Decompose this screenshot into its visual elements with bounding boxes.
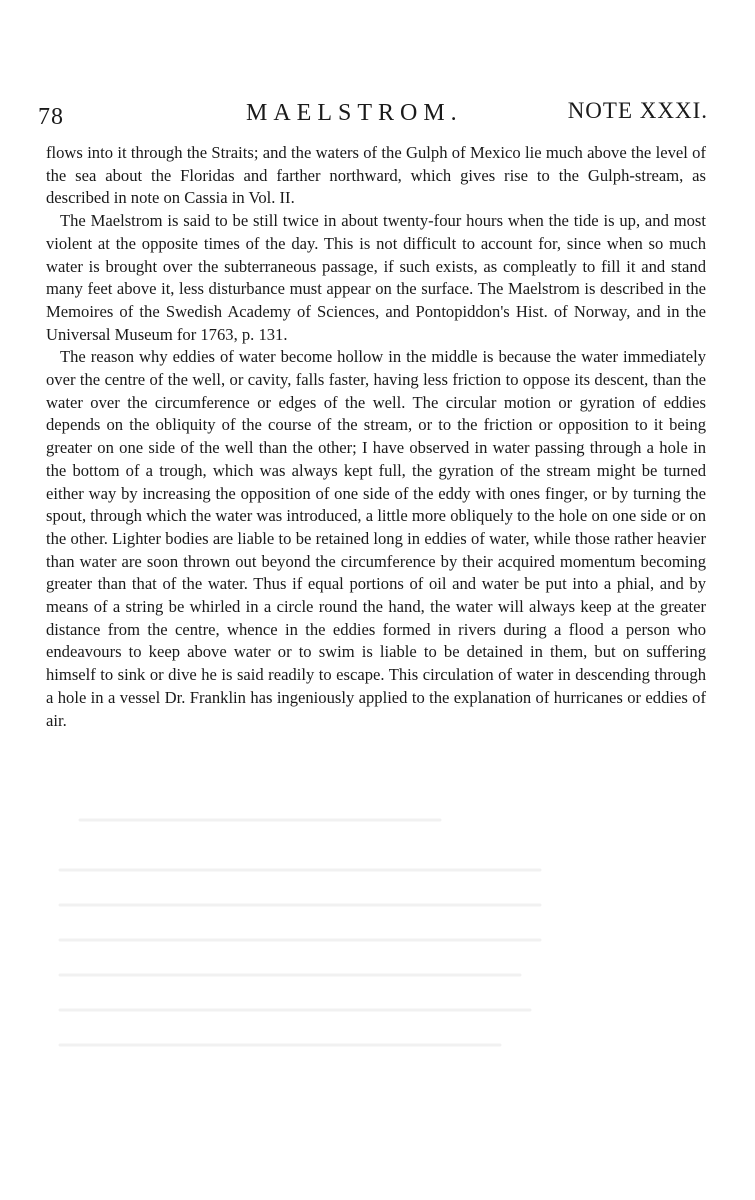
paragraph-3: The reason why eddies of water become hollow in the middle is because the water immediately over the centre of the well, or cavity, falls faster, having less friction to oppose its descent, than the water over the circumference or edges of the well. The circular motion or gyration of eddies depends on the obliquity of the course of the stream, or to the friction or opposition to it being greater on one side of the well than the other; I have observed in water passing through a hole in the bottom of a trough, which was always kept full, the gyration of the stream might be turned either way by increasing the opposition of one side of the eddy with ones finger, or by turning the spout, through which the water was introduced, a little more obliquely to the hole on one side or on the other. Lighter bodies are liable to be retained long in eddies of water, while those rather heavier than water are soon thrown out beyond the circumference by their acquired momentum becoming greater than that of the water. Thus if equal portions of oil and water be put into a phial, and by means of a string be whirled in a circle round the hand, the water will always keep at the greater distance from the centre, whence in the eddies formed in rivers during a flood a person who endeavours to keep above water or to swim is liable to be detained in them, but on suffering himself to sink or dive he is said readily to escape. This circulation of water in descending through a hole in a vessel Dr. Franklin has ingeniously applied to the explanation of hurricanes or eddies of air. <box>46 347 706 730</box>
page-number: 78 <box>38 104 64 130</box>
paragraph-1: flows into it through the Straits; and the waters of the Gulph of Mexico lie much above the level of the sea about the Floridas and farther northward, which gives rise to the Gulph-stream, as described in note on Cassia in Vol. II. <box>46 143 706 208</box>
running-title: MAELSTROM. <box>246 100 463 126</box>
page-header <box>38 96 708 136</box>
paragraph-2: The Maelstrom is said to be still twice in about twenty-four hours when the tide is up, and most violent at the opposite times of the day. This is not difficult to account for, since when so much water is brought over the subterraneous passage, if such exists, as compleatly to fill it and stand many feet above it, less disturbance must appear on the surface. The Maelstrom is described in the Memoires of the Swedish Academy of Sciences, and Pontopiddon's Hist. of Norway, and in the Universal Museum for 1763, p. 131. <box>46 211 706 344</box>
body-text <box>46 142 706 732</box>
bleed-through-shadow <box>20 780 580 1100</box>
note-label: NOTE XXXI. <box>567 98 708 123</box>
